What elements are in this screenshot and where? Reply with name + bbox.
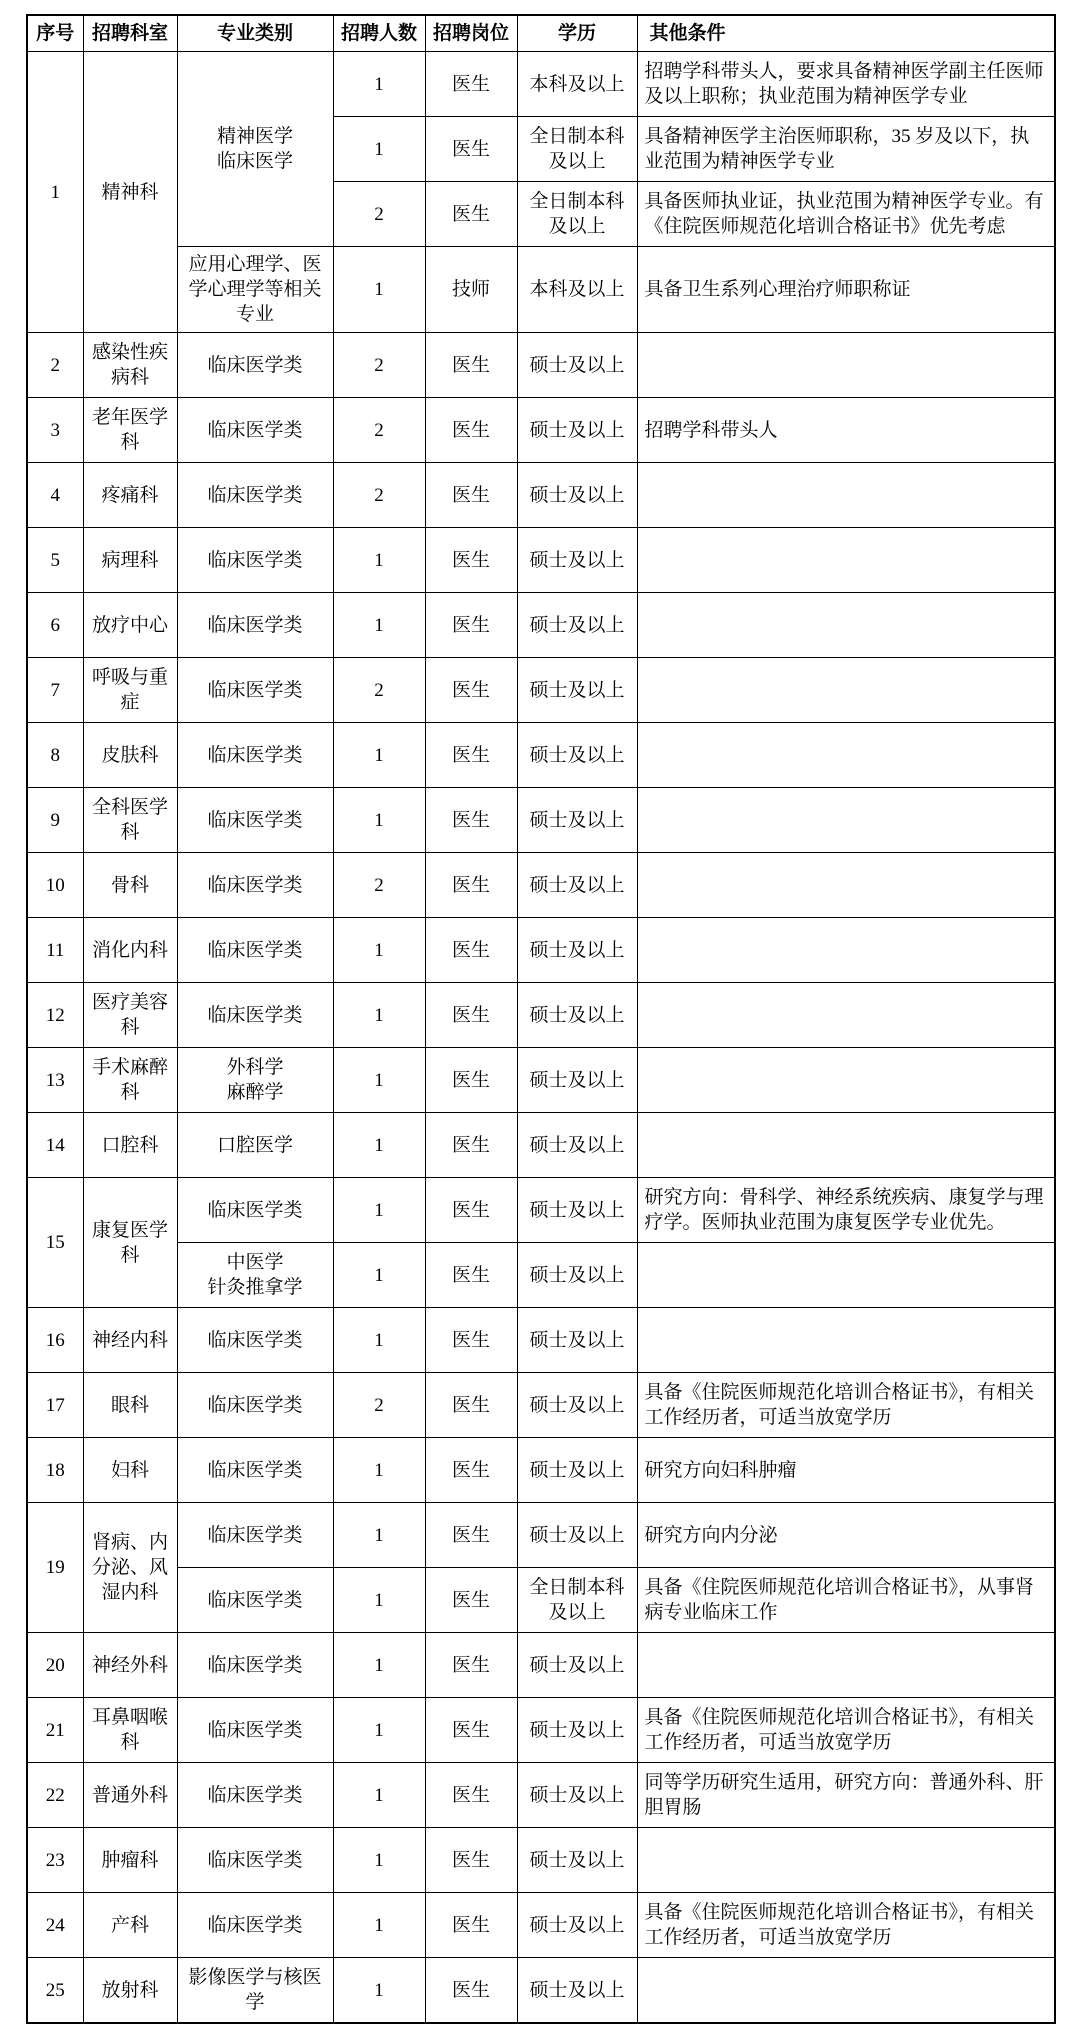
cell-education: 全日制本科及以上 [517,1568,637,1633]
cell-education: 硕士及以上 [517,463,637,528]
cell-other-conditions [637,1633,1055,1698]
cell-count: 1 [333,52,425,117]
cell-count: 1 [333,1178,425,1243]
cell-no: 22 [27,1763,83,1828]
cell-department: 医疗美容科 [83,983,177,1048]
cell-major: 临床医学类 [177,1373,333,1438]
cell-department: 康复医学科 [83,1178,177,1308]
cell-count: 1 [333,1113,425,1178]
cell-no: 18 [27,1438,83,1503]
table-body [27,52,1055,2024]
cell-count: 1 [333,117,425,182]
table-row [27,723,1055,788]
cell-count: 1 [333,528,425,593]
cell-department: 普通外科 [83,1763,177,1828]
cell-department: 感染性疾病科 [83,333,177,398]
cell-position: 医生 [425,788,517,853]
cell-position: 医生 [425,1243,517,1308]
cell-education: 硕士及以上 [517,1113,637,1178]
cell-no: 4 [27,463,83,528]
cell-education: 硕士及以上 [517,853,637,918]
cell-count: 1 [333,1308,425,1373]
cell-other-conditions [637,1048,1055,1113]
cell-education: 硕士及以上 [517,658,637,723]
cell-other-conditions: 同等学历研究生适用，研究方向：普通外科、肝胆胃肠 [637,1763,1055,1828]
cell-no: 19 [27,1503,83,1633]
table-row [27,52,1055,117]
table-row [27,853,1055,918]
cell-major: 临床医学类 [177,1763,333,1828]
cell-other-conditions: 研究方向：骨科学、神经系统疾病、康复学与理疗学。医师执业范围为康复医学专业优先。 [637,1178,1055,1243]
cell-major: 临床医学类 [177,463,333,528]
table-row [27,1633,1055,1698]
header-row [27,15,1055,52]
cell-count: 2 [333,333,425,398]
header-major: 专业类别 [177,15,333,52]
cell-major: 临床医学类 [177,1828,333,1893]
cell-other-conditions [637,658,1055,723]
table-row [27,528,1055,593]
cell-major: 临床医学类 [177,1893,333,1958]
cell-major: 临床医学类 [177,918,333,983]
cell-no: 5 [27,528,83,593]
header-post: 招聘岗位 [425,15,517,52]
cell-other-conditions: 具备卫生系列心理治疗师职称证 [637,247,1055,333]
cell-count: 1 [333,1243,425,1308]
cell-count: 1 [333,723,425,788]
cell-no: 7 [27,658,83,723]
cell-education: 全日制本科及以上 [517,182,637,247]
cell-department: 神经外科 [83,1633,177,1698]
cell-department: 耳鼻咽喉科 [83,1698,177,1763]
cell-education: 硕士及以上 [517,1503,637,1568]
cell-major: 精神医学 临床医学 [177,52,333,247]
cell-count: 1 [333,247,425,333]
cell-other-conditions [637,1243,1055,1308]
cell-position: 医生 [425,1503,517,1568]
cell-position: 医生 [425,918,517,983]
cell-other-conditions: 具备精神医学主治医师职称，35 岁及以下，执业范围为精神医学专业 [637,117,1055,182]
cell-position: 医生 [425,1438,517,1503]
cell-major: 中医学 针灸推拿学 [177,1243,333,1308]
cell-no: 24 [27,1893,83,1958]
cell-education: 硕士及以上 [517,1048,637,1113]
cell-other-conditions [637,1113,1055,1178]
cell-other-conditions [637,593,1055,658]
cell-major: 临床医学类 [177,1178,333,1243]
cell-education: 硕士及以上 [517,398,637,463]
cell-education: 硕士及以上 [517,1958,637,2024]
cell-position: 医生 [425,593,517,658]
cell-major: 临床医学类 [177,853,333,918]
header-no: 序号 [27,15,83,52]
cell-other-conditions [637,463,1055,528]
cell-position: 医生 [425,52,517,117]
recruitment-table [26,14,1056,2024]
cell-education: 硕士及以上 [517,723,637,788]
cell-position: 医生 [425,1763,517,1828]
cell-no: 23 [27,1828,83,1893]
cell-count: 1 [333,1503,425,1568]
cell-no: 25 [27,1958,83,2024]
cell-other-conditions [637,528,1055,593]
cell-education: 硕士及以上 [517,1893,637,1958]
table-row [27,983,1055,1048]
cell-major: 临床医学类 [177,788,333,853]
cell-major: 应用心理学、医学心理学等相关专业 [177,247,333,333]
cell-department: 精神科 [83,52,177,333]
cell-major: 口腔医学 [177,1113,333,1178]
cell-department: 呼吸与重症 [83,658,177,723]
cell-count: 1 [333,1633,425,1698]
cell-count: 1 [333,1568,425,1633]
cell-education: 硕士及以上 [517,1308,637,1373]
cell-education: 硕士及以上 [517,333,637,398]
table-row [27,463,1055,528]
cell-department: 骨科 [83,853,177,918]
cell-other-conditions: 具备《住院医师规范化培训合格证书》，从事肾病专业临床工作 [637,1568,1055,1633]
cell-count: 1 [333,1698,425,1763]
cell-other-conditions [637,918,1055,983]
table-row [27,1113,1055,1178]
cell-count: 1 [333,593,425,658]
cell-major: 临床医学类 [177,333,333,398]
cell-major: 临床医学类 [177,1438,333,1503]
cell-count: 2 [333,1373,425,1438]
cell-position: 医生 [425,1308,517,1373]
cell-department: 放疗中心 [83,593,177,658]
cell-other-conditions [637,853,1055,918]
cell-major: 临床医学类 [177,1568,333,1633]
cell-no: 14 [27,1113,83,1178]
cell-other-conditions: 具备医师执业证，执业范围为精神医学专业。有《住院医师规范化培训合格证书》优先考虑 [637,182,1055,247]
cell-position: 医生 [425,1373,517,1438]
cell-major: 临床医学类 [177,658,333,723]
cell-no: 1 [27,52,83,333]
cell-position: 医生 [425,1828,517,1893]
cell-major: 临床医学类 [177,983,333,1048]
cell-position: 医生 [425,1568,517,1633]
cell-position: 医生 [425,333,517,398]
cell-other-conditions: 具备《住院医师规范化培训合格证书》，有相关工作经历者，可适当放宽学历 [637,1698,1055,1763]
cell-count: 1 [333,1438,425,1503]
cell-major: 临床医学类 [177,398,333,463]
cell-department: 肿瘤科 [83,1828,177,1893]
cell-other-conditions [637,723,1055,788]
cell-count: 1 [333,1893,425,1958]
cell-no: 20 [27,1633,83,1698]
cell-department: 老年医学科 [83,398,177,463]
cell-position: 医生 [425,117,517,182]
table-row [27,788,1055,853]
cell-education: 硕士及以上 [517,788,637,853]
cell-education: 硕士及以上 [517,1243,637,1308]
cell-major: 临床医学类 [177,1698,333,1763]
cell-other-conditions: 研究方向妇科肿瘤 [637,1438,1055,1503]
cell-education: 硕士及以上 [517,1828,637,1893]
cell-other-conditions: 研究方向内分泌 [637,1503,1055,1568]
cell-no: 13 [27,1048,83,1113]
table-row [27,1698,1055,1763]
table-row [27,1828,1055,1893]
header-dept: 招聘科室 [83,15,177,52]
table-row [27,1438,1055,1503]
cell-count: 1 [333,1958,425,2024]
table-row [27,333,1055,398]
cell-department: 放射科 [83,1958,177,2024]
table-row [27,247,1055,333]
cell-count: 1 [333,1048,425,1113]
cell-count: 1 [333,788,425,853]
cell-major: 临床医学类 [177,528,333,593]
cell-education: 硕士及以上 [517,1698,637,1763]
cell-no: 21 [27,1698,83,1763]
cell-count: 2 [333,463,425,528]
cell-no: 3 [27,398,83,463]
cell-no: 11 [27,918,83,983]
cell-other-conditions [637,1958,1055,2024]
cell-education: 硕士及以上 [517,1763,637,1828]
cell-position: 医生 [425,853,517,918]
cell-major: 临床医学类 [177,1503,333,1568]
table-row [27,1958,1055,2024]
cell-position: 医生 [425,398,517,463]
cell-count: 2 [333,398,425,463]
header-edu: 学历 [517,15,637,52]
cell-no: 17 [27,1373,83,1438]
cell-education: 硕士及以上 [517,528,637,593]
cell-major: 临床医学类 [177,1308,333,1373]
cell-education: 硕士及以上 [517,1178,637,1243]
cell-education: 硕士及以上 [517,983,637,1048]
cell-other-conditions [637,1828,1055,1893]
cell-department: 消化内科 [83,918,177,983]
table-row [27,398,1055,463]
cell-department: 妇科 [83,1438,177,1503]
table-row [27,1048,1055,1113]
cell-position: 医生 [425,1113,517,1178]
cell-position: 医生 [425,1048,517,1113]
cell-other-conditions: 招聘学科带头人 [637,398,1055,463]
cell-department: 神经内科 [83,1308,177,1373]
cell-position: 医生 [425,983,517,1048]
cell-education: 全日制本科及以上 [517,117,637,182]
table-row [27,918,1055,983]
cell-department: 肾病、内分泌、风湿内科 [83,1503,177,1633]
cell-no: 10 [27,853,83,918]
cell-position: 医生 [425,658,517,723]
cell-department: 眼科 [83,1373,177,1438]
table-row [27,1243,1055,1308]
cell-major: 临床医学类 [177,723,333,788]
cell-position: 医生 [425,723,517,788]
cell-position: 医生 [425,182,517,247]
cell-other-conditions: 招聘学科带头人，要求具备精神医学副主任医师及以上职称；执业范围为精神医学专业 [637,52,1055,117]
header-count: 招聘人数 [333,15,425,52]
cell-other-conditions [637,788,1055,853]
cell-department: 产科 [83,1893,177,1958]
cell-count: 2 [333,182,425,247]
cell-other-conditions [637,1308,1055,1373]
cell-count: 1 [333,1763,425,1828]
cell-department: 皮肤科 [83,723,177,788]
cell-position: 技师 [425,247,517,333]
cell-other-conditions [637,983,1055,1048]
cell-other-conditions: 具备《住院医师规范化培训合格证书》，有相关工作经历者，可适当放宽学历 [637,1893,1055,1958]
table-row [27,658,1055,723]
cell-department: 疼痛科 [83,463,177,528]
cell-count: 2 [333,853,425,918]
table-row [27,1308,1055,1373]
cell-education: 硕士及以上 [517,593,637,658]
cell-major: 影像医学与核医学 [177,1958,333,2024]
cell-education: 硕士及以上 [517,1438,637,1503]
cell-no: 2 [27,333,83,398]
table-row [27,1373,1055,1438]
cell-position: 医生 [425,1178,517,1243]
cell-count: 2 [333,658,425,723]
cell-major: 临床医学类 [177,1633,333,1698]
table-row [27,1503,1055,1568]
cell-department: 口腔科 [83,1113,177,1178]
table-row [27,593,1055,658]
cell-position: 医生 [425,463,517,528]
cell-education: 硕士及以上 [517,1633,637,1698]
cell-no: 8 [27,723,83,788]
cell-education: 本科及以上 [517,247,637,333]
cell-department: 手术麻醉科 [83,1048,177,1113]
header-other: 其他条件 [637,15,1055,52]
cell-major: 外科学 麻醉学 [177,1048,333,1113]
table-row [27,1568,1055,1633]
cell-no: 12 [27,983,83,1048]
cell-major: 临床医学类 [177,593,333,658]
cell-no: 6 [27,593,83,658]
cell-position: 医生 [425,528,517,593]
cell-position: 医生 [425,1893,517,1958]
cell-position: 医生 [425,1958,517,2024]
cell-other-conditions [637,333,1055,398]
cell-other-conditions: 具备《住院医师规范化培训合格证书》，有相关工作经历者，可适当放宽学历 [637,1373,1055,1438]
cell-count: 1 [333,918,425,983]
cell-count: 1 [333,1828,425,1893]
cell-count: 1 [333,983,425,1048]
cell-education: 硕士及以上 [517,1373,637,1438]
cell-no: 16 [27,1308,83,1373]
cell-no: 9 [27,788,83,853]
cell-position: 医生 [425,1633,517,1698]
cell-position: 医生 [425,1698,517,1763]
cell-no: 15 [27,1178,83,1308]
table-row [27,1178,1055,1243]
table-row [27,1893,1055,1958]
table-row [27,1763,1055,1828]
table-header [27,15,1055,52]
cell-department: 全科医学科 [83,788,177,853]
cell-education: 硕士及以上 [517,918,637,983]
cell-department: 病理科 [83,528,177,593]
cell-education: 本科及以上 [517,52,637,117]
